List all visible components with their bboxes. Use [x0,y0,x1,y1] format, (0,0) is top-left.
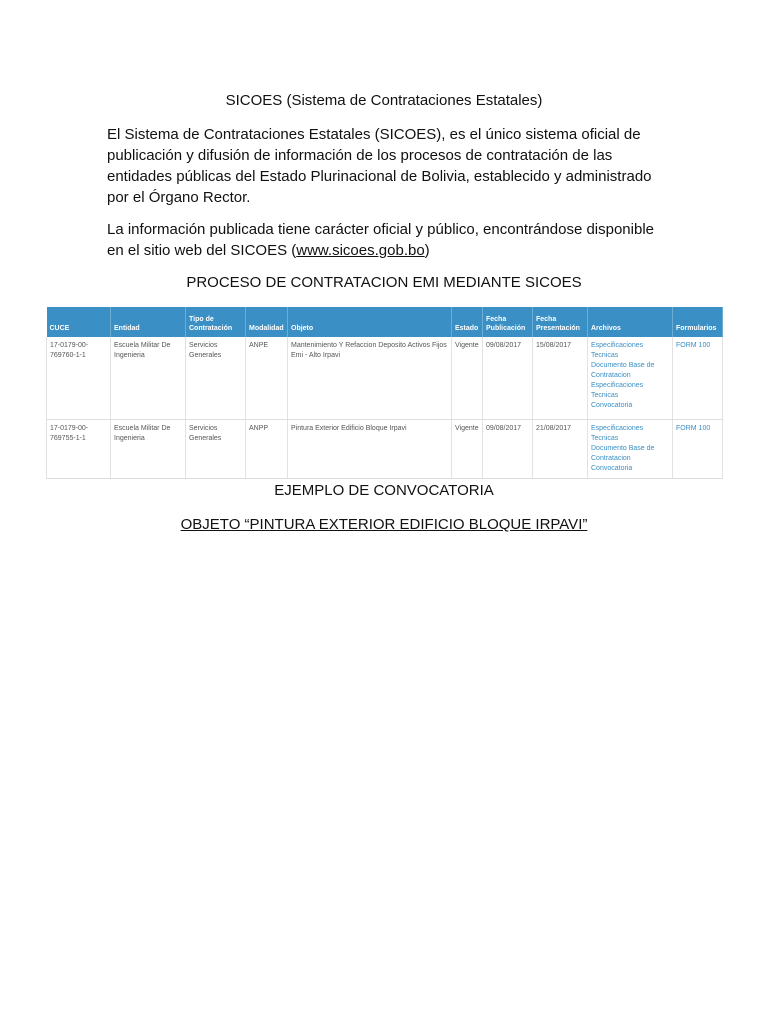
procurement-table [46,307,723,479]
cell-tipo: Servicios Generales [186,337,246,420]
cell-modalidad: ANPP [246,420,288,479]
col-header-fecha-publicacion[interactable]: Fecha Publicación [483,307,533,337]
cell-fecha-publicacion: 09/08/2017 [483,337,533,420]
col-header-fecha-presentacion[interactable]: Fecha Presentación [533,307,588,337]
cell-fecha-publicacion: 09/08/2017 [483,420,533,479]
cell-archivos [588,337,673,420]
file-link-convocatoria[interactable]: Convocatoria [591,402,633,409]
cell-cuce: 17-0179-00-769755-1-1 [47,420,111,479]
table-header-row [47,307,723,337]
col-header-archivos[interactable]: Archivos [588,307,673,337]
cell-estado: Vigente [452,420,483,479]
sicoes-website-link[interactable]: www.sicoes.gob.bo [296,242,425,259]
file-link-documento-base[interactable]: Documento Base de Contratacion [591,445,655,462]
cell-cuce: 17-0179-00-769760-1-1 [47,337,111,420]
file-link-especificaciones-tecnicas[interactable]: Especificaciones Tecnicas [591,425,644,442]
file-link-especificaciones-tecnicas[interactable]: Especificaciones Tecnicas [591,342,644,359]
col-header-formularios[interactable]: Formularios [673,307,723,337]
procurement-table-wrapper [46,307,722,479]
cell-fecha-presentacion: 21/08/2017 [533,420,588,479]
cell-tipo: Servicios Generales [186,420,246,479]
col-header-modalidad[interactable]: Modalidad [246,307,288,337]
col-header-cuce[interactable]: CUCE [47,307,111,337]
file-link-documento-base[interactable]: Documento Base de Contratacion [591,362,655,379]
file-link-especificaciones-tecnicas-2[interactable]: Especificaciones Tecnicas [591,382,644,399]
info-text-after: ) [424,242,430,259]
col-header-objeto[interactable]: Objeto [288,307,452,337]
cell-modalidad: ANPE [246,337,288,420]
col-header-estado[interactable]: Estado [452,307,483,337]
col-header-entidad[interactable]: Entidad [111,307,186,337]
cell-objeto: Pintura Exterior Edificio Bloque Irpavi [288,420,452,479]
table-row [47,420,723,479]
info-paragraph [107,219,667,261]
info-text-before: La información publicada tiene carácter oficial y público, encontrándose disponible en el sitio web del SICOES ( [107,221,655,259]
intro-paragraph: El Sistema de Contrataciones Estatales (SICOES), es el único sistema oficial de publicación y difusión de información de los procesos de contratación de las entidades públicas del Estado Plurinacional de Bolivia, establecido y administrado por el Órgano Rector. [107,126,652,206]
example-title: EJEMPLO DE CONVOCATORIA [274,482,494,499]
cell-entidad: Escuela Militar De Ingenieria [111,420,186,479]
section-title: PROCESO DE CONTRATACION EMI MEDIANTE SICOES [186,274,582,291]
objeto-title [0,516,768,533]
form-100-link[interactable]: FORM 100 [676,425,711,432]
form-100-link[interactable]: FORM 100 [676,342,711,349]
table-row [47,337,723,420]
page-title: SICOES (Sistema de Contrataciones Estatales) [225,92,543,109]
cell-formularios [673,337,723,420]
cell-archivos [588,420,673,479]
cell-formularios [673,420,723,479]
cell-estado: Vigente [452,337,483,420]
col-header-tipo[interactable]: Tipo de Contratación [186,307,246,337]
objeto-title-text: OBJETO “PINTURA EXTERIOR EDIFICIO BLOQUE IRPAVI” [180,516,588,533]
cell-objeto: Mantenimiento Y Refaccion Deposito Activos Fijos Emi - Alto Irpavi [288,337,452,420]
cell-entidad: Escuela Militar De Ingenieria [111,337,186,420]
cell-fecha-presentacion: 15/08/2017 [533,337,588,420]
file-link-convocatoria[interactable]: Convocatoria [591,465,633,472]
